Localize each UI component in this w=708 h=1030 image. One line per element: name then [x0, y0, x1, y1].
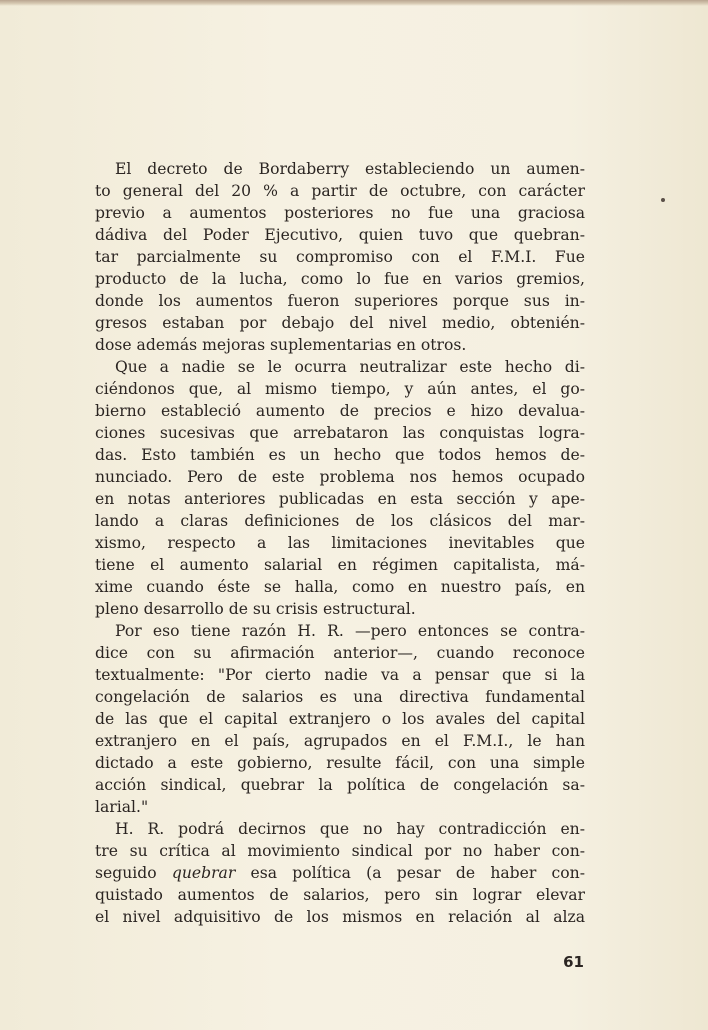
text-line: dice con su afirmación anterior—, cuando reconoce [95, 644, 585, 662]
text-line: quistado aumentos de salarios, pero sin lograr elevar [95, 886, 585, 904]
paragraph-3 [95, 620, 585, 818]
text-line: bierno estableció aumento de precios e hizo devalua- [95, 402, 585, 420]
text-line: acción sindical, quebrar la política de congelación sa- [95, 776, 585, 794]
text-line: dádiva del Poder Ejecutivo, quien tuvo que quebran- [95, 226, 585, 244]
text-line: tar parcialmente su compromiso con el F.M.I. Fue [95, 248, 585, 266]
text-line: El decreto de Bordaberry estableciendo un aumen- [115, 160, 585, 178]
paragraph-1 [95, 158, 585, 356]
text-line: nunciado. Pero de este problema nos hemos ocupado [95, 468, 585, 486]
text-line: producto de la lucha, como lo fue en varios gremios, [95, 270, 585, 288]
paragraph-4 [95, 818, 585, 928]
text-line: ciones sucesivas que arrebataron las conquistas logra- [95, 424, 585, 442]
text-line: tre su crítica al movimiento sindical por no haber con- [95, 842, 585, 860]
text-line: dose además mejoras suplementarias en otros. [95, 336, 467, 354]
text-line: xismo, respecto a las limitaciones inevitables que [95, 534, 585, 552]
text-line: dictado a este gobierno, resulte fácil, con una simple [95, 754, 585, 772]
text-line: H. R. podrá decirnos que no hay contradicción en- [115, 820, 585, 838]
text-line: Que a nadie se le ocurra neutralizar este hecho di- [115, 358, 585, 376]
paragraph-2 [95, 356, 585, 620]
text-line: tiene el aumento salarial en régimen capitalista, má- [95, 556, 585, 574]
text-line: ciéndonos que, al mismo tiempo, y aún antes, el go- [95, 380, 585, 398]
text-line: gresos estaban por debajo del nivel medio, obtenién- [95, 314, 585, 332]
text-line: lando a claras definiciones de los clásicos del mar- [95, 512, 585, 530]
page-number: 61 [563, 953, 584, 971]
text-line: extranjero en el país, agrupados en el F.M.I., le han [95, 732, 585, 750]
page-top-edge [0, 0, 708, 6]
body-text [95, 158, 585, 928]
text-line: Por eso tiene razón H. R. —pero entonces se contra- [115, 622, 585, 640]
emphasized-word: quebrar [171, 864, 236, 882]
text-line: to general del 20 % a partir de octubre, con carácter [95, 182, 585, 200]
text-line: donde los aumentos fueron superiores porque sus in- [95, 292, 585, 310]
text-line: das. Esto también es un hecho que todos hemos de- [95, 446, 585, 464]
text-line: el nivel adquisitivo de los mismos en relación al alza [95, 908, 585, 926]
text-line: seguido quebrar esa política (a pesar de haber con- [95, 864, 585, 882]
text-line: de las que el capital extranjero o los avales del capital [95, 710, 585, 728]
text-line: larial." [95, 798, 149, 816]
text-line: textualmente: "Por cierto nadie va a pensar que si la [95, 666, 585, 684]
text-line: pleno desarrollo de su crisis estructural. [95, 600, 416, 618]
text-line: congelación de salarios es una directiva fundamental [95, 688, 585, 706]
ink-speck [661, 198, 665, 202]
text-line: previo a aumentos posteriores no fue una graciosa [95, 204, 585, 222]
text-line: en notas anteriores publicadas en esta sección y ape- [95, 490, 585, 508]
text-line: xime cuando éste se halla, como en nuestro país, en [95, 578, 585, 596]
